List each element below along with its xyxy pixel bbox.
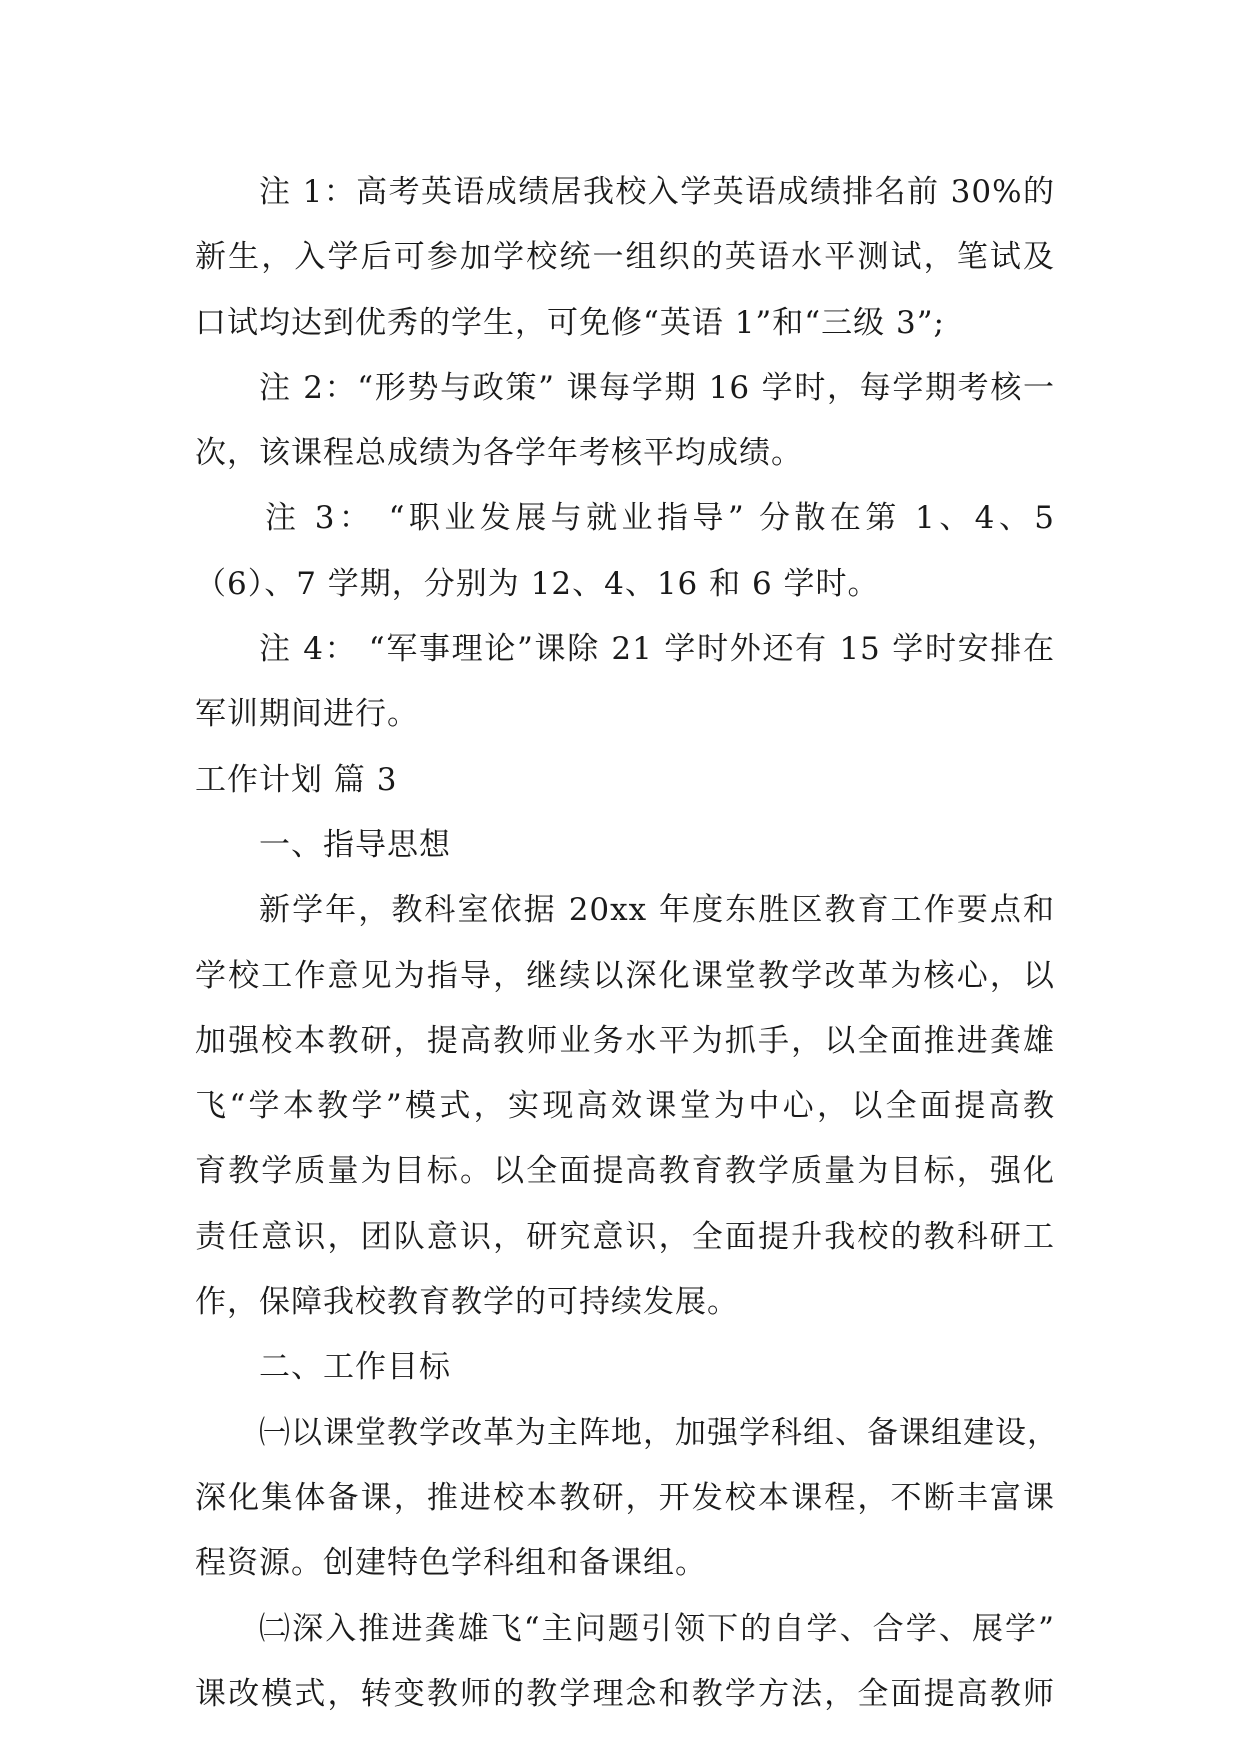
subheading-work-goals: 二、工作目标 [259, 1349, 451, 1386]
note-3-line-1: 注 3： “职业发展与就业指导” 分散在第 1、4、5 [265, 500, 1055, 537]
paragraph-1-line-4: 飞“学本教学”模式，实现高效课堂为中心，以全面提高教 [195, 1088, 1055, 1125]
goal-2-line-2: 课改模式，转变教师的教学理念和教学方法，全面提高教师 [195, 1675, 1055, 1712]
paragraph-1-line-2: 学校工作意见为指导，继续以深化课堂教学改革为核心，以 [195, 957, 1055, 994]
note-2-line-1: 注 2：“形势与政策” 课每学期 16 学时，每学期考核一 [259, 369, 1055, 406]
paragraph-1-line-6: 责任意识，团队意识，研究意识，全面提升我校的教科研工 [195, 1218, 1055, 1255]
section-heading: 工作计划 篇 3 [195, 761, 398, 798]
document-body [195, 160, 1059, 1727]
note-1-line-2: 新生，入学后可参加学校统一组织的英语水平测试，笔试及 [195, 239, 1055, 276]
paragraph-1-line-1: 新学年，教科室依据 20xx 年度东胜区教育工作要点和 [259, 892, 1055, 929]
note-4-line-2: 军训期间进行。 [195, 696, 419, 733]
note-1-line-1: 注 1：高考英语成绩居我校入学英语成绩排名前 30%的 [259, 174, 1055, 210]
goal-2-line-1: ㈡深入推进龚雄飞“主问题引领下的自学、合学、展学” [259, 1610, 1055, 1647]
paragraph-1-line-5: 育教学质量为目标。以全面提高教育教学质量为目标，强化 [195, 1153, 1055, 1190]
goal-1-line-3: 程资源。创建特色学科组和备课组。 [195, 1545, 707, 1582]
note-2-line-2: 次，该课程总成绩为各学年考核平均成绩。 [195, 435, 803, 472]
note-1-line-3: 口试均达到优秀的学生，可免修“英语 1”和“三级 3”; [195, 304, 945, 341]
subheading-guiding-ideology: 一、指导思想 [259, 826, 451, 863]
note-3-line-2: （6）、7 学期，分别为 12、4、16 和 6 学时。 [195, 565, 880, 602]
goal-1-line-1: ㈠以课堂教学改革为主阵地，加强学科组、备课组建设， [259, 1414, 1059, 1451]
note-4-line-1: 注 4： “军事理论”课除 21 学时外还有 15 学时安排在 [259, 631, 1055, 668]
paragraph-1-line-7: 作，保障我校教育教学的可持续发展。 [195, 1284, 739, 1321]
goal-1-line-2: 深化集体备课，推进校本教研，开发校本课程，不断丰富课 [195, 1479, 1055, 1516]
paragraph-1-line-3: 加强校本教研，提高教师业务水平为抓手，以全面推进龚雄 [195, 1022, 1055, 1059]
